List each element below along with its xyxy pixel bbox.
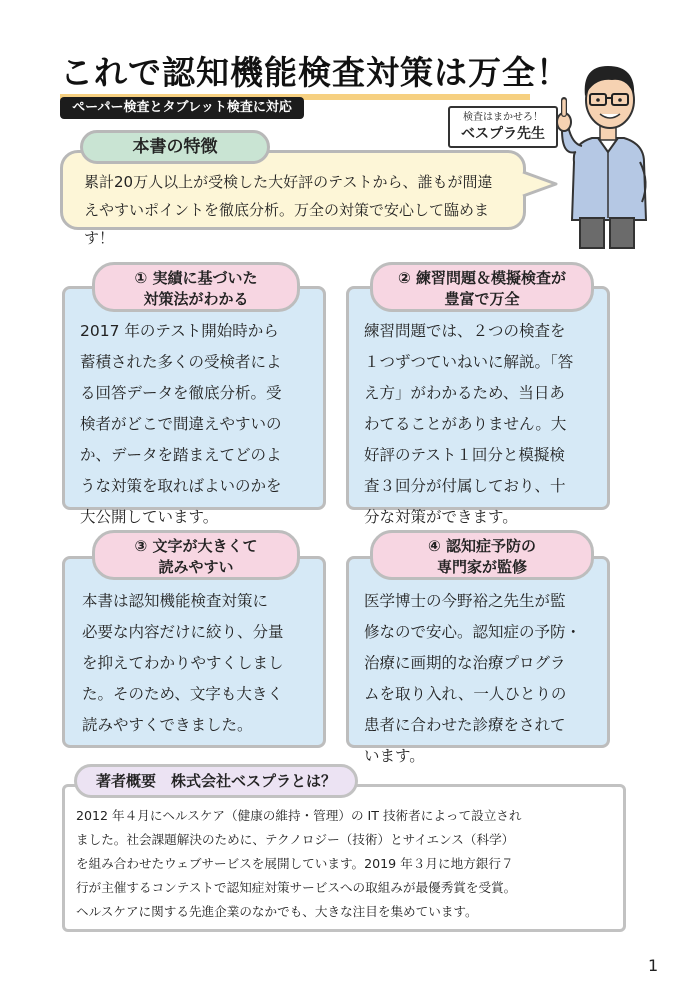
section-heading-line: ④ 認知症予防の bbox=[428, 537, 536, 555]
section-text-3 bbox=[82, 586, 314, 741]
section-line: 医学博士の今野裕之先生が監 bbox=[364, 592, 566, 610]
mascot-illustration bbox=[552, 52, 664, 252]
section-heading-1 bbox=[92, 262, 300, 312]
section-line: ムを取り入れ、一人ひとりの bbox=[364, 685, 567, 703]
section-line: 2017 年のテスト開始時から bbox=[80, 322, 279, 340]
section-heading-line: ① 実績に基づいた bbox=[134, 269, 258, 287]
mascot-name: ベスプラ先生 bbox=[461, 126, 545, 142]
section-line: うな対策を取ればよいのかを bbox=[80, 477, 282, 495]
author-line: 2012 年４月にヘルスケア（健康の維持・管理）の IT 技術者によって設立され bbox=[76, 808, 522, 823]
section-heading-line: ③ 文字が大きくて bbox=[134, 537, 258, 555]
author-line: を組み合わせたウェブサービスを展開しています。2019 年３月に地方銀行７ bbox=[76, 856, 514, 871]
section-line: た。そのため、文字も大きく bbox=[82, 685, 283, 703]
author-text bbox=[76, 804, 616, 924]
section-line: 治療に画期的な治療プログラ bbox=[364, 654, 566, 672]
section-line: 修なので安心。認知症の予防・ bbox=[364, 623, 582, 641]
section-line: います。 bbox=[364, 747, 425, 765]
section-line: を抑えてわかりやすくしまし bbox=[82, 654, 284, 672]
section-heading-line: 対策法がわかる bbox=[143, 290, 249, 308]
section-heading-line: 専門家が監修 bbox=[436, 558, 527, 576]
section-line: 検者がどこで間違えやすいの bbox=[80, 415, 282, 433]
page-number: 1 bbox=[648, 956, 659, 975]
feature-line: 累計20万人以上が受検した大好評のテストから、誰もが間違 bbox=[84, 173, 493, 191]
section-heading-line: 豊富で万全 bbox=[444, 290, 520, 308]
feature-text bbox=[84, 168, 512, 252]
section-line: 読みやすくできました。 bbox=[82, 716, 253, 734]
author-heading: 著者概要 株式会社ベスプラとは？ bbox=[74, 764, 358, 798]
section-line: る回答データを徹底分析。受 bbox=[80, 384, 282, 402]
section-text-1 bbox=[80, 316, 314, 533]
speech-tail bbox=[520, 166, 560, 206]
section-line: 蓄積された多くの受検者によ bbox=[80, 353, 282, 371]
section-line: 大公開しています。 bbox=[80, 508, 219, 526]
section-line: 必要な内容だけに絞り、分量 bbox=[82, 623, 284, 641]
section-heading-3 bbox=[92, 530, 300, 580]
section-line: わてることがありません。大 bbox=[364, 415, 567, 433]
mascot-caption: 検査はまかせろ！ bbox=[463, 112, 543, 123]
mascot-label bbox=[448, 106, 558, 148]
section-heading-line: 読みやすい bbox=[158, 558, 234, 576]
section-line: １つずつていねいに解説。「答 bbox=[364, 353, 574, 371]
section-line: 査３回分が付属しており、十 bbox=[364, 477, 566, 495]
author-line: 行が主催するコンテストで認知症対策サービスへの取組みが最優秀賞を受賞。 bbox=[76, 880, 517, 895]
page-title: これで認知機能検査対策は万全！ bbox=[60, 53, 570, 92]
section-line: 分な対策ができます。 bbox=[364, 508, 518, 526]
section-line: 好評のテスト１回分と模擬検 bbox=[364, 446, 565, 464]
subtitle-badge: ペーパー検査とタブレット検査に対応 bbox=[60, 97, 304, 119]
section-line: 練習問題では、２つの検査を bbox=[364, 322, 566, 340]
section-heading-line: ② 練習問題＆模擬検査が bbox=[398, 269, 566, 287]
section-text-4 bbox=[364, 586, 600, 772]
section-line: か、データを踏まえてどのよ bbox=[80, 446, 282, 464]
section-heading-4 bbox=[370, 530, 594, 580]
author-line: ヘルスケアに関する先進企業のなかでも、大きな注目を集めています。 bbox=[76, 904, 478, 919]
author-line: ました。社会課題解決のために、テクノロジー（技術）とサイエンス（科学） bbox=[76, 832, 515, 847]
feature-heading: 本書の特徴 bbox=[80, 130, 270, 164]
feature-line: えやすいポイントを徹底分析。万全の対策で安心して臨めます！ bbox=[84, 201, 490, 247]
section-line: 患者に合わせた診療をされて bbox=[364, 716, 566, 734]
section-line: 本書は認知機能検査対策に bbox=[82, 592, 269, 610]
section-line: え方」がわかるため、当日あ bbox=[364, 384, 565, 402]
section-text-2 bbox=[364, 316, 600, 533]
section-heading-2 bbox=[370, 262, 594, 312]
